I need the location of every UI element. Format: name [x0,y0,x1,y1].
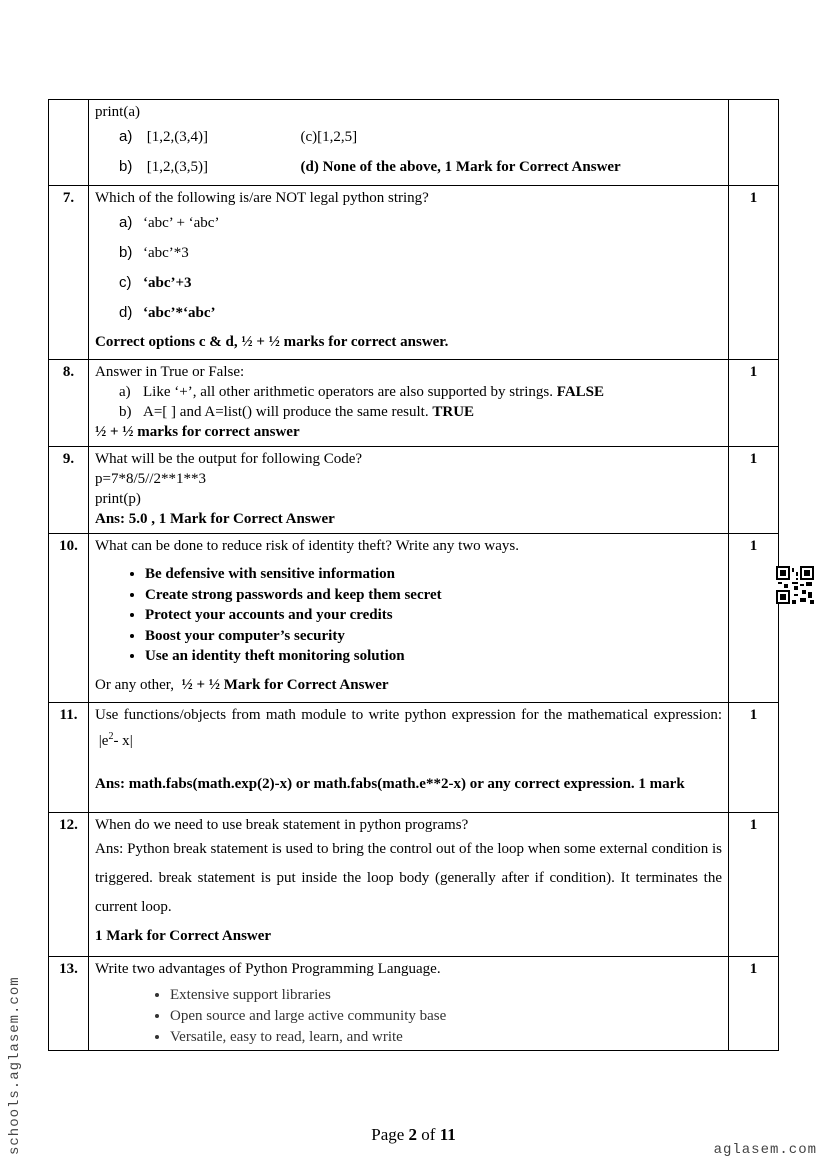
table-row [49,813,779,957]
marks-note [95,675,722,695]
correct-answer: (d) None of the above, 1 Mark for Correct Answer [300,159,621,175]
answer-text: Ans: Python break statement is used to bring the control out of the loop when some external condition is triggered. break statement is put inside the loop body (generally after if condition). It terminates the current loop. [95,841,722,915]
page-number: 2 [408,1125,418,1144]
marks-value: 1 [729,703,779,813]
list-item: • Protect your accounts and your credits [145,605,722,626]
question-number-cell [49,100,89,186]
answer-text: FALSE [556,384,604,400]
table-row [49,447,779,534]
question-number: 10. [49,534,89,703]
list-item: • Extensive support libraries [170,985,722,1006]
option-text: ‘abc’ + ‘abc’ [143,215,220,231]
table-row [49,100,779,186]
side-watermark: schools.aglasem.com [7,976,23,1155]
question-cell [89,534,729,703]
option-row [95,122,722,152]
question-body: Use functions/objects from math module to write python expression for the mathematical expression: [95,707,722,723]
list-item: • Boost your computer’s security [145,626,722,647]
option-label: b) [119,158,133,175]
math-expression: $|e^2-$ x| [95,731,133,749]
question-number: 12. [49,813,89,957]
question-text: When do we need to use break statement in python programs? [95,817,469,833]
question-text: Answer in True or False: [95,364,245,380]
question-cell [89,813,729,957]
option-row [95,298,722,328]
list-item: • Versatile, easy to read, learn, and write [170,1027,722,1048]
question-number: 13. [49,957,89,1051]
question-cell [89,447,729,534]
table-row [49,703,779,813]
option-row [95,238,722,268]
table-row [49,534,779,703]
question-number: 9. [49,447,89,534]
question-number: 8. [49,360,89,447]
option-text: [1,2,(3,5)] [146,159,208,175]
expr-rest: - x [113,733,130,749]
option-text: [1,2,(3,4)] [146,129,208,145]
question-text: Write two advantages of Python Programming Language. [95,961,441,977]
question-cell [89,100,729,186]
option-label: b) [119,404,132,420]
option-text: (c)[1,2,5] [300,129,358,145]
question-cell [89,703,729,813]
sub-question [95,402,722,422]
marks-value: 1 [729,447,779,534]
expr-base: e [101,733,109,749]
bottom-watermark: aglasem.com [713,1142,817,1158]
sub-question-text: Like ‘+’, all other arithmetic operators are also supported by strings. [143,384,554,400]
answer-list [95,564,722,667]
sub-question-text: A=[ ] and A=list() will produce the same result. [143,404,429,420]
table-row [49,186,779,360]
table-row [49,360,779,447]
option-label: a) [119,384,131,400]
footer-mid: of [417,1125,440,1144]
question-text: Which of the following is/are NOT legal python string? [95,190,429,206]
marks-value: 1 [729,957,779,1051]
list-item: • Create strong passwords and keep them secret [145,585,722,606]
question-number: 7. [49,186,89,360]
option-label: b) [119,244,133,261]
option-label: a) [119,214,133,231]
marks-value: 1 [729,813,779,957]
option-row [95,152,722,182]
footer-prefix: Page [371,1125,409,1144]
question-table [48,99,779,1051]
code-line: p=7*8/5//2**1**3 [95,471,206,487]
marks-value: 1 [729,186,779,360]
option-label: a) [119,128,133,145]
other-note: Or any other, [95,676,174,693]
option-label: c) [119,274,132,291]
expr-exponent: 2 [108,731,114,742]
question-cell [89,360,729,447]
answer-text: Ans: math.fabs(math.exp(2)-x) or math.fabs(math.e**2-x) or any correct expression. 1 mark [95,776,685,792]
table-row [49,957,779,1051]
marks-value: 1 [729,360,779,447]
qr-code-icon [776,566,814,604]
question-text: What can be done to reduce risk of identity theft? Write any two ways. [95,538,519,554]
page-total: 11 [439,1125,456,1144]
option-label: d) [119,304,133,321]
option-text: ‘abc’*‘abc’ [143,305,216,321]
marks-note: 1 Mark for Correct Answer [95,928,272,944]
marks-note: ½ + ½ marks for correct answer [95,424,300,440]
option-text: ‘abc’+3 [143,275,192,291]
list-item: • Open source and large active community base [170,1006,722,1027]
question-cell [89,957,729,1051]
marks-text: ½ + ½ Mark for Correct Answer [181,676,389,693]
list-item: • Be defensive with sensitive information [145,564,722,585]
option-text: ‘abc’*3 [143,245,189,261]
answer-text: TRUE [432,404,475,420]
page-footer [0,1125,827,1145]
marks-cell [729,100,779,186]
code-line: print(p) [95,491,141,507]
answer-text: Correct options c & d, ½ + ½ marks for correct answer. [95,334,449,350]
marks-value: 1 [729,534,779,703]
option-row [95,268,722,298]
sub-question [95,382,722,402]
question-text: What will be the output for following Code? [95,451,363,467]
answer-list [95,985,722,1048]
answer-text: Ans: 5.0 , 1 Mark for Correct Answer [95,511,335,527]
question-cell [89,186,729,360]
list-item: • Use an identity theft monitoring solution [145,646,722,667]
code-line: print(a) [95,104,140,120]
question-number: 11. [49,703,89,813]
question-text [95,705,722,752]
option-row [95,208,722,238]
